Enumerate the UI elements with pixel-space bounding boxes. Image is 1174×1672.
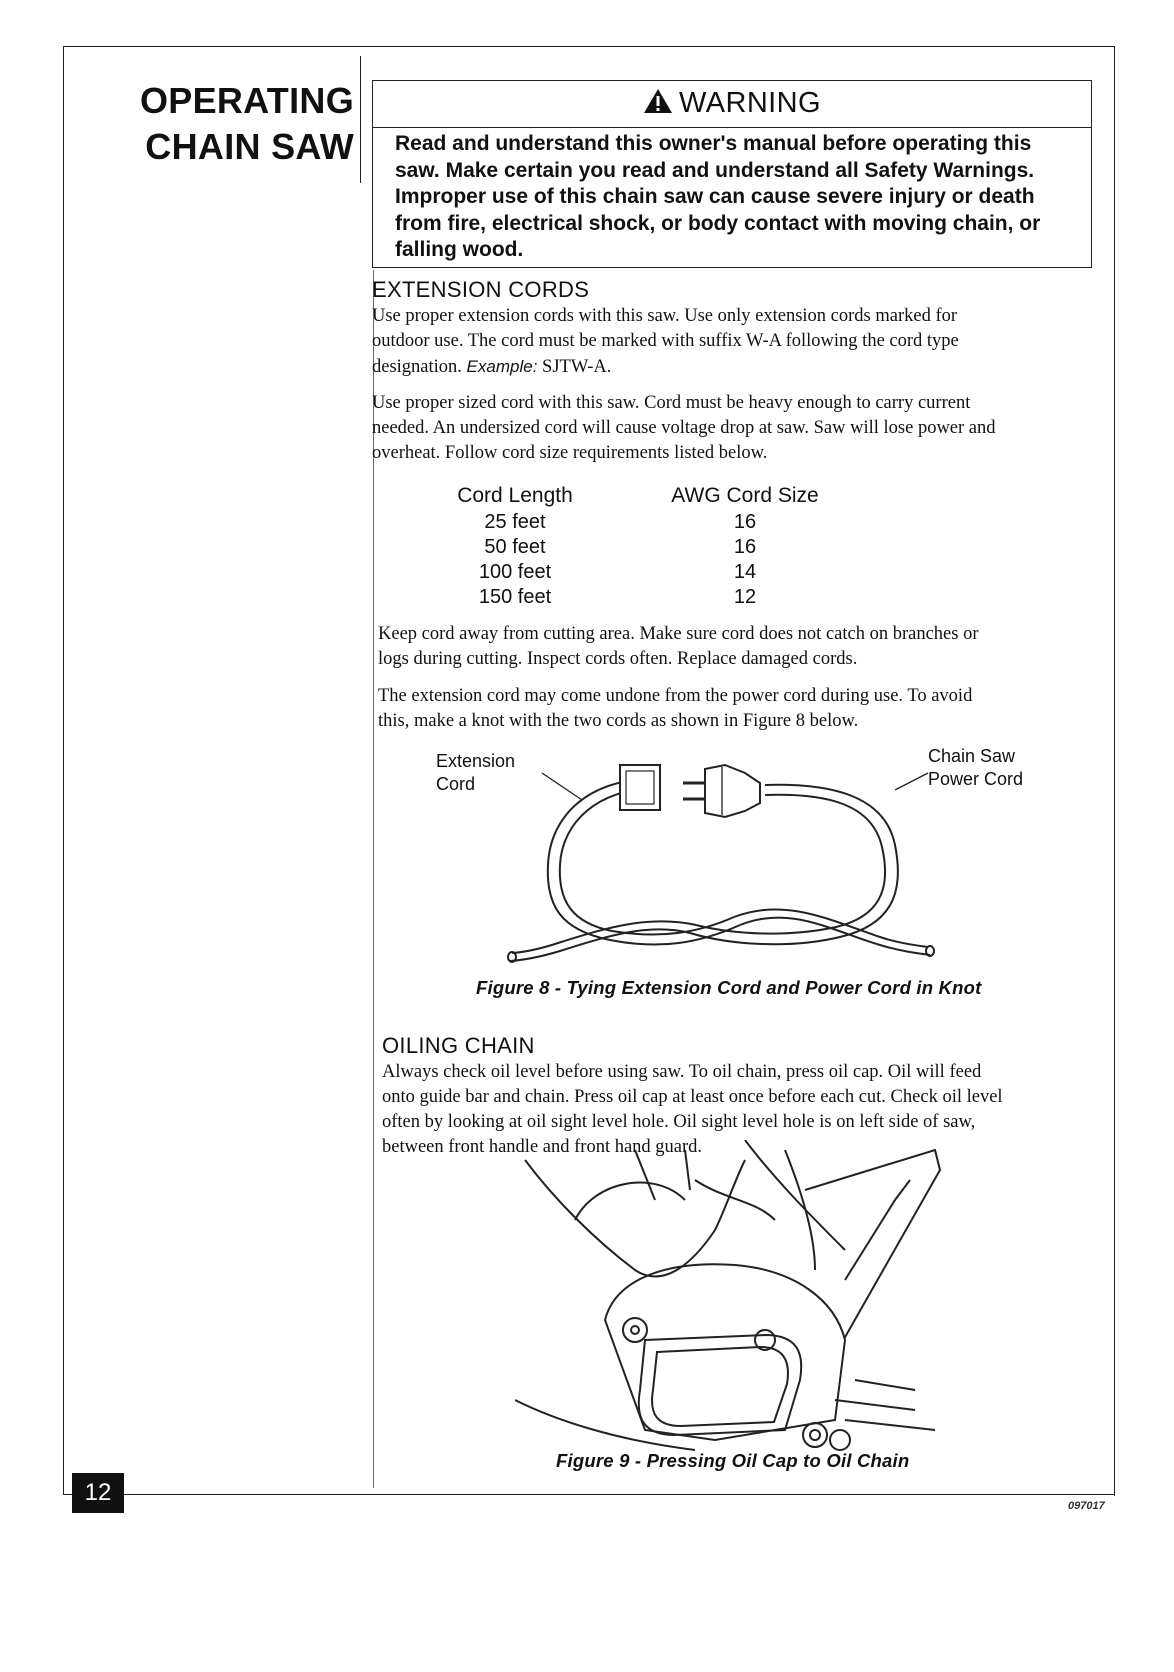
extension-cords-paragraph-1 <box>372 304 1092 380</box>
figure8-cord-knot-illustration <box>500 755 940 975</box>
table-row <box>430 585 850 610</box>
extension-cords-paragraph-2 <box>372 391 1102 466</box>
label-line: Chain Saw <box>928 746 1016 766</box>
table-row <box>430 560 850 585</box>
paragraph-line <box>372 354 1092 380</box>
example-value: SJTW-A. <box>542 357 612 377</box>
paragraph-line: onto guide bar and chain. Press oil cap at least once before each cut. Check oil level <box>382 1087 1003 1107</box>
warning-divider <box>373 127 1091 128</box>
warning-line: Improper use of this chain saw can cause severe injury or death <box>395 185 1035 208</box>
paragraph-line: Use proper extension cords with this saw. Use only extension cords marked for <box>372 306 958 326</box>
awg-size-cell: 14 <box>733 561 757 583</box>
figure9-oil-cap-illustration <box>515 1140 955 1460</box>
figure8-caption: Figure 8 - Tying Extension Cord and Power Cord in Knot <box>476 977 982 998</box>
paragraph-line: outdoor use. The cord must be marked with suffix W-A following the cord type <box>372 331 959 351</box>
awg-size-cell: 12 <box>733 586 757 608</box>
extension-cords-paragraph-4 <box>378 684 1098 734</box>
paragraph-line: Use proper sized cord with this saw. Cord must be heavy enough to carry current <box>372 393 971 413</box>
paragraph-line: The extension cord may come undone from the power cord during use. To avoid <box>378 686 973 706</box>
warning-line: falling wood. <box>395 238 524 261</box>
paragraph-line: Always check oil level before using saw. To oil chain, press oil cap. Oil will feed <box>382 1062 982 1082</box>
cord-length-cell: 25 feet <box>484 511 546 533</box>
paragraph-line: often by looking at oil sight level hole. Oil sight level hole is on left side of saw, <box>382 1112 976 1132</box>
figure8-label-power-cord <box>928 745 1023 791</box>
document-code: 097017 <box>1068 1500 1105 1512</box>
cord-length-cell: 100 feet <box>478 561 552 583</box>
paragraph-line: between front handle and front hand guard. <box>382 1137 703 1157</box>
awg-size-cell: 16 <box>733 511 757 533</box>
cord-length-cell: 50 feet <box>484 536 546 558</box>
paragraph-line: overheat. Follow cord size requirements listed below. <box>372 443 768 463</box>
section-title-line-2: CHAIN SAW <box>145 126 354 167</box>
warning-box <box>372 80 1092 268</box>
awg-size-cell: 16 <box>733 536 757 558</box>
page-frame-right <box>1114 46 1115 1496</box>
warning-body <box>395 131 1075 264</box>
column-header-cord-length: Cord Length <box>457 484 573 507</box>
warning-title: WARNING <box>679 87 821 119</box>
figure9-caption: Figure 9 - Pressing Oil Cap to Oil Chain <box>556 1450 910 1471</box>
section-title-line-1: OPERATING <box>139 80 354 121</box>
column-header-awg-cord-size: AWG Cord Size <box>671 484 819 507</box>
table-header-row <box>430 482 850 510</box>
oiling-chain-heading: OILING CHAIN <box>382 1033 535 1058</box>
table-row <box>430 510 850 535</box>
page-frame-bottom <box>63 1494 1115 1495</box>
table-row <box>430 535 850 560</box>
example-label: Example: <box>466 357 538 376</box>
column-divider <box>360 56 361 183</box>
label-line: Extension <box>436 751 516 771</box>
paragraph-line: logs during cutting. Inspect cords often. Replace damaged cords. <box>378 649 858 669</box>
paragraph-line: this, make a knot with the two cords as shown in Figure 8 below. <box>378 711 859 731</box>
warning-line: from fire, electrical shock, or body contact with moving chain, or <box>395 211 1041 235</box>
extension-cords-heading: EXTENSION CORDS <box>372 277 590 302</box>
section-title <box>90 78 354 170</box>
cord-size-table <box>430 482 850 610</box>
label-line: Power Cord <box>928 769 1024 789</box>
page-number: 12 <box>72 1473 124 1513</box>
label-line: Cord <box>436 774 476 794</box>
paragraph-line: needed. An undersized cord will cause voltage drop at saw. Saw will lose power and <box>372 418 996 438</box>
warning-line: Read and understand this owner's manual before operating this <box>395 132 1032 155</box>
warning-triangle-icon <box>643 88 673 122</box>
extension-cords-paragraph-3 <box>378 622 1098 672</box>
cord-length-cell: 150 feet <box>478 586 552 608</box>
designation-prefix: designation. <box>372 357 462 377</box>
warning-header <box>373 87 1091 122</box>
paragraph-line: Keep cord away from cutting area. Make sure cord does not catch on branches or <box>378 624 979 644</box>
page-frame-left <box>63 46 64 1494</box>
warning-line: saw. Make certain you read and understand all Safety Warnings. <box>395 158 1035 182</box>
page-frame-top <box>63 46 1115 47</box>
